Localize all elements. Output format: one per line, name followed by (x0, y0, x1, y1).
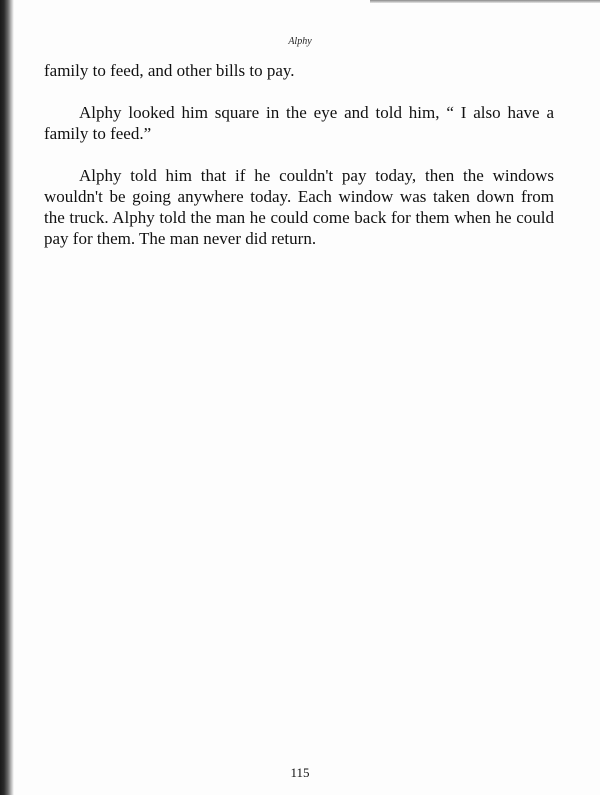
paragraph-continuation: family to feed, and other bills to pay. (44, 61, 295, 80)
page-number: 115 (290, 765, 310, 780)
paragraph: Alphy told him that if he couldn't pay today, then the windows wouldn't be going anywhere today. Each window was taken down from the truck. Alphy told the man he could come back for them when he could pay for them. The man never did return. (44, 166, 554, 248)
paragraph: Alphy looked him square in the eye and told him, “ I also have a family to feed.” (44, 103, 554, 143)
running-header-title: Alphy (288, 36, 312, 47)
page-top-edge (370, 0, 600, 3)
body-text (44, 60, 554, 270)
book-spine-shadow (0, 0, 14, 795)
